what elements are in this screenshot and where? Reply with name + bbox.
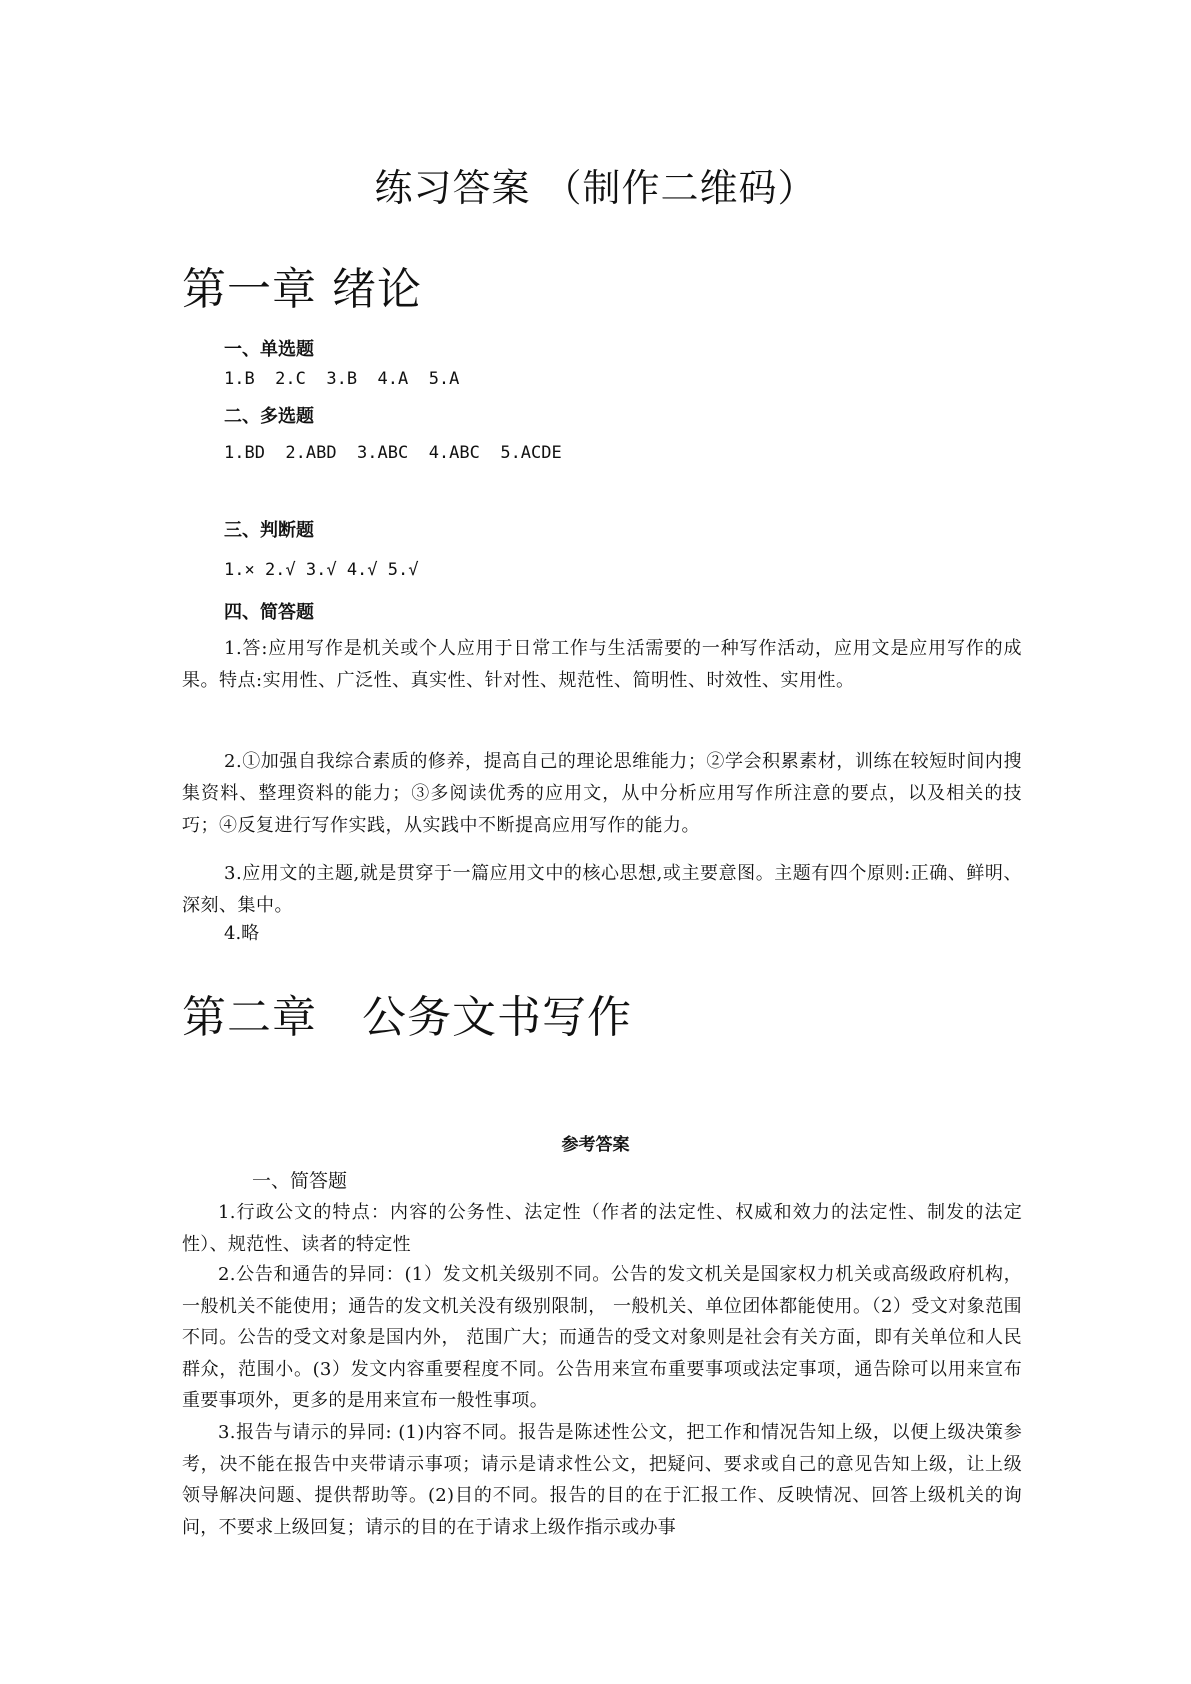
short-answer-1: 1.答:应用写作是机关或个人应用于日常工作与生活需要的一种写作活动，应用文是应用写作的成果。特点:实用性、广泛性、真实性、针对性、规范性、简明性、时效性、实用性。 [182, 638, 1022, 691]
true-false-answers: 1.× 2.√ 3.√ 4.√ 5.√ [224, 560, 419, 580]
chapter-2-answer-2: 2.公告和通告的异同：(1）发文机关级别不同。公告的发文机关是国家权力机关或高级政府机构， 一般机关不能使用；通告的发文机关没有级别限制， 一般机关、单位团体都能使用。（2）受文对象范围不同。公告的受文对象是国内外， 范围广大；而通告的受文对象则是社会有关方面，即有关单位和人民群众，范围小。(3）发文内容重要程度不同。公告用来宣布重要事项或法定事项，通告除可以用来宣布重要事项外，更多的是用来宣布一般性事项。 [182, 1264, 1022, 1411]
multi-choice-answers: 1.BD 2.ABD 3.ABC 4.ABC 5.ACDE [224, 443, 562, 463]
section-heading-single-choice: 一、单选题 [224, 339, 314, 360]
short-answer-2: 2.①加强自我综合素质的修养，提高自己的理论思维能力；②学会积累素材，训练在较短时间内搜集资料、整理资料的能力；③多阅读优秀的应用文，从中分析应用写作所注意的要点，以及相关的技巧；④反复进行写作实践，从实践中不断提高应用写作的能力。 [182, 751, 1022, 836]
short-answer-3: 3.应用文的主题,就是贯穿于一篇应用文中的核心思想,或主要意图。主题有四个原则:正确、鲜明、深刻、集中。 [182, 863, 1022, 916]
chapter-2-short-answer-heading: 一、简答题 [252, 1170, 348, 1192]
chapter-2-title: 第二章 公务文书写作 [182, 992, 632, 1043]
section-heading-true-false: 三、判断题 [224, 520, 314, 541]
section-heading-multi-choice: 二、多选题 [224, 406, 314, 427]
section-heading-short-answer: 四、简答题 [224, 602, 314, 623]
document-title: 练习答案 （制作二维码） [374, 166, 817, 210]
chapter-1-title: 第一章 绪论 [182, 264, 422, 315]
single-choice-answers: 1.B 2.C 3.B 4.A 5.A [224, 369, 460, 389]
short-answer-4: 4.略 [224, 923, 260, 944]
chapter-2-answer-1: 1.行政公文的特点：内容的公务性、法定性（作者的法定性、权威和效力的法定性、制发的法定性）、规范性、读者的特定性 [182, 1202, 1022, 1255]
reference-answer-title: 参考答案 [561, 1135, 630, 1155]
chapter-2-answer-3: 3.报告与请示的异同: (1)内容不同。报告是陈述性公文，把工作和情况告知上级，以便上级决策参考，决不能在报告中夹带请示事项；请示是请求性公文，把疑问、要求或自己的意见告知上级，让上级领导解决问题、提供帮助等。(2)目的不同。报告的目的在于汇报工作、反映情况、回答上级机关的询问，不要求上级回复；请示的目的在于请求上级作指示或办事 [182, 1422, 1022, 1538]
